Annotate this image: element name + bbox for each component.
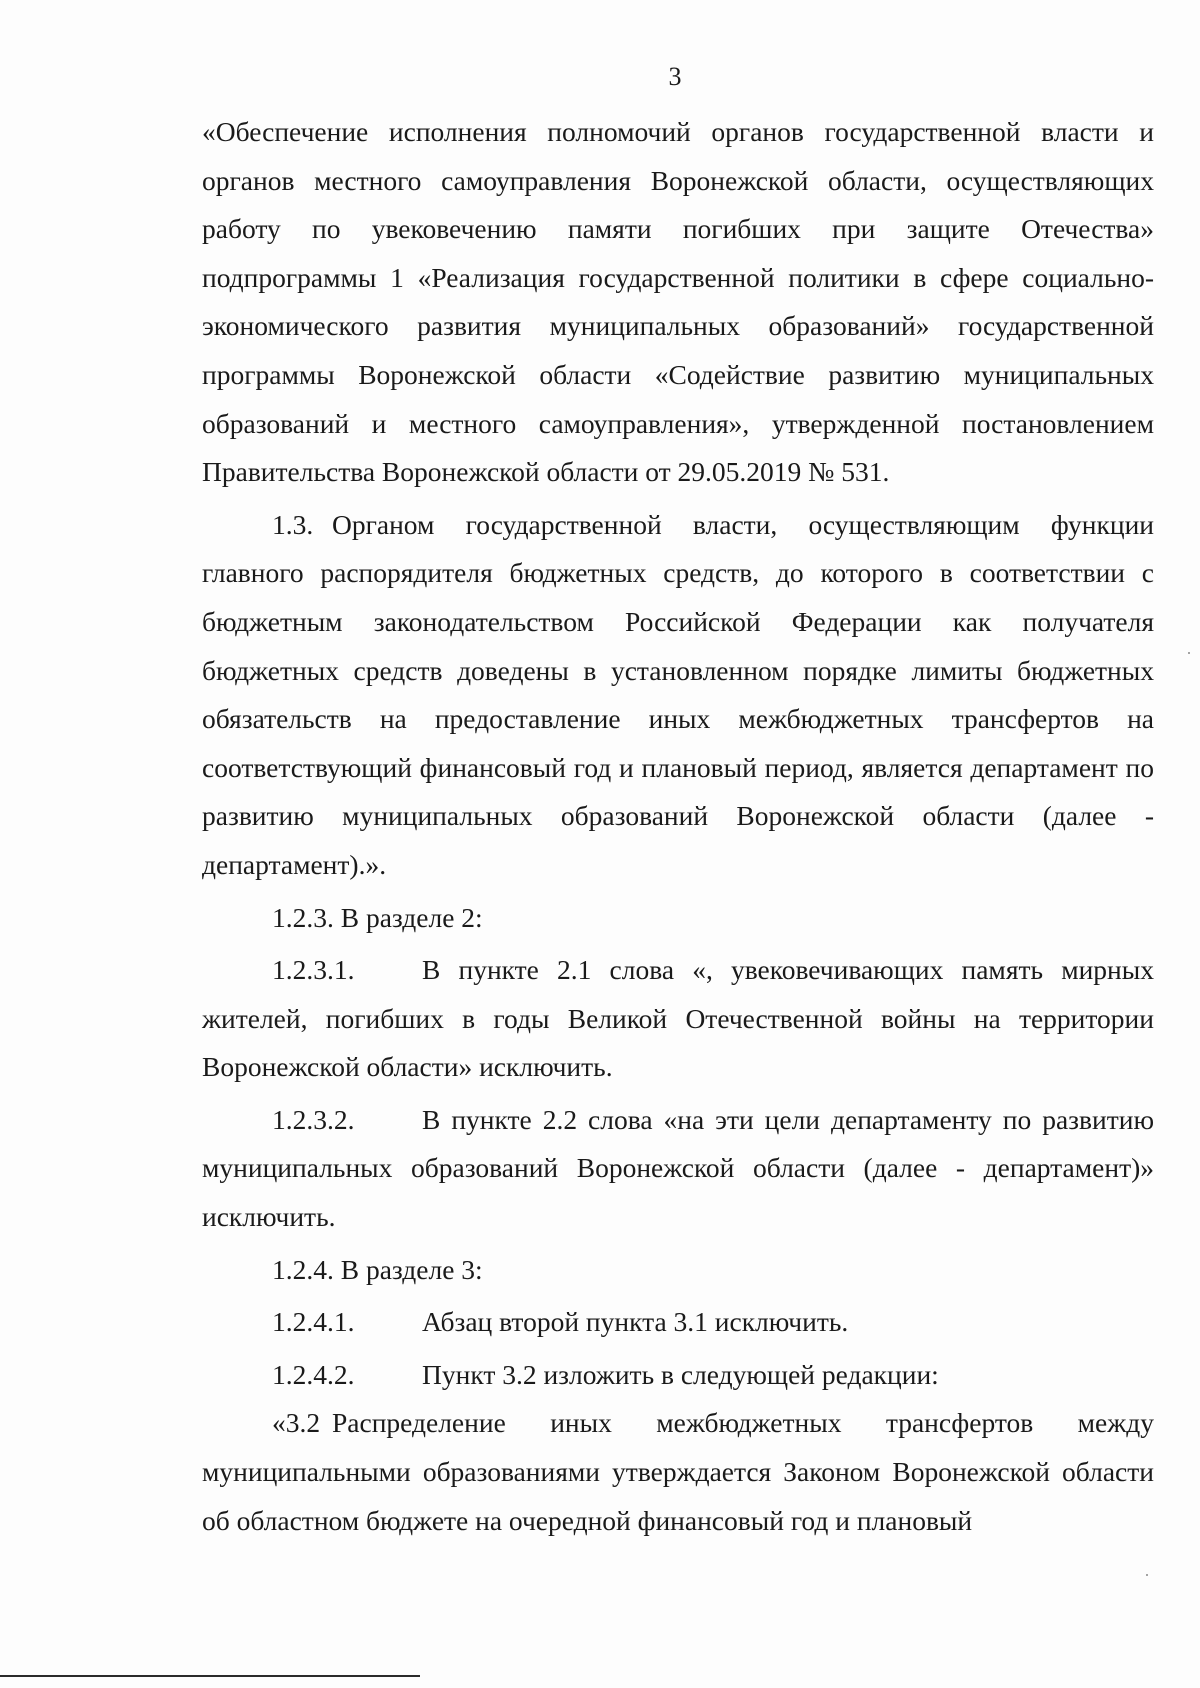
scan-edge-line bbox=[0, 1675, 420, 1677]
paragraph-1-2-4-2 bbox=[202, 1351, 1154, 1400]
paragraph-1-2-4 bbox=[202, 1246, 1154, 1295]
paragraph-text: 1.2.4. В разделе 3: bbox=[272, 1253, 483, 1285]
paragraph-1-3 bbox=[202, 501, 1154, 890]
paragraph-1-2-4-1 bbox=[202, 1298, 1154, 1347]
paragraph-3-2-quote bbox=[202, 1399, 1154, 1545]
paragraph-number: 1.2.4.1. bbox=[272, 1306, 355, 1338]
paragraph-number: 1.2.3.1. bbox=[272, 954, 355, 986]
scan-artifact bbox=[1146, 1574, 1148, 1576]
paragraph-text: Пункт 3.2 изложить в следующей редакции: bbox=[422, 1358, 939, 1390]
paragraph-number: 1.3. bbox=[272, 508, 314, 540]
paragraph-1-2-3-1 bbox=[202, 946, 1154, 1092]
paragraph-text: В пункте 2.2 слова «на эти цели департаменту по развитию муниципальных образований Воронежской области (далее - департамент)» исключить. bbox=[202, 1103, 1154, 1233]
paragraph-1-2-3 bbox=[202, 894, 1154, 943]
paragraph-number: 1.2.3.2. bbox=[272, 1103, 355, 1135]
paragraph-continuation bbox=[202, 108, 1154, 497]
document-body bbox=[202, 108, 1154, 1545]
paragraph-text: Распределение иных межбюджетных трансфертов между муниципальными образованиями утверждается Законом Воронежской области об областном бюджете на очередной финансовый год и плановый bbox=[202, 1407, 1154, 1536]
paragraph-text: Органом государственной власти, осуществляющим функции главного распорядителя бюджетных средств, до которого в соответствии с бюджетным законодательством Российской Федерации как получателя бюджетных средств доведены в установленном порядке лимиты бюджетных обязательств на предоставление иных межбюджетных трансфертов на соответствующий финансовый год и плановый период, является департамент по развитию муниципальных образований Воронежской области (далее - департамент).». bbox=[202, 508, 1154, 880]
page-number: 3 bbox=[668, 62, 682, 91]
paragraph-1-2-3-2 bbox=[202, 1096, 1154, 1242]
paragraph-text: Абзац второй пункта 3.1 исключить. bbox=[422, 1306, 849, 1338]
paragraph-text: «Обеспечение исполнения полномочий органов государственной власти и органов местного самоуправления Воронежской области, осуществляющих работу по увековечению памяти погибших при защите Отечества» подпрограммы 1 «Реализация государственной политики в сфере социально-экономического развития муниципальных образований» государственной программы Воронежской области «Содействие развитию муниципальных образований и местного самоуправления», утвержденной постановлением Правительства Воронежской области от 29.05.2019 № 531. bbox=[202, 116, 1154, 488]
paragraph-number: «3.2 bbox=[272, 1407, 321, 1439]
paragraph-text: В пункте 2.1 слова «, увековечивающих память мирных жителей, погибших в годы Великой Отечественной войны на территории Воронежской области» исключить. bbox=[202, 954, 1154, 1083]
paragraph-text: 1.2.3. В разделе 2: bbox=[272, 901, 483, 933]
scan-artifact bbox=[1188, 652, 1190, 654]
paragraph-number: 1.2.4.2. bbox=[272, 1358, 355, 1390]
